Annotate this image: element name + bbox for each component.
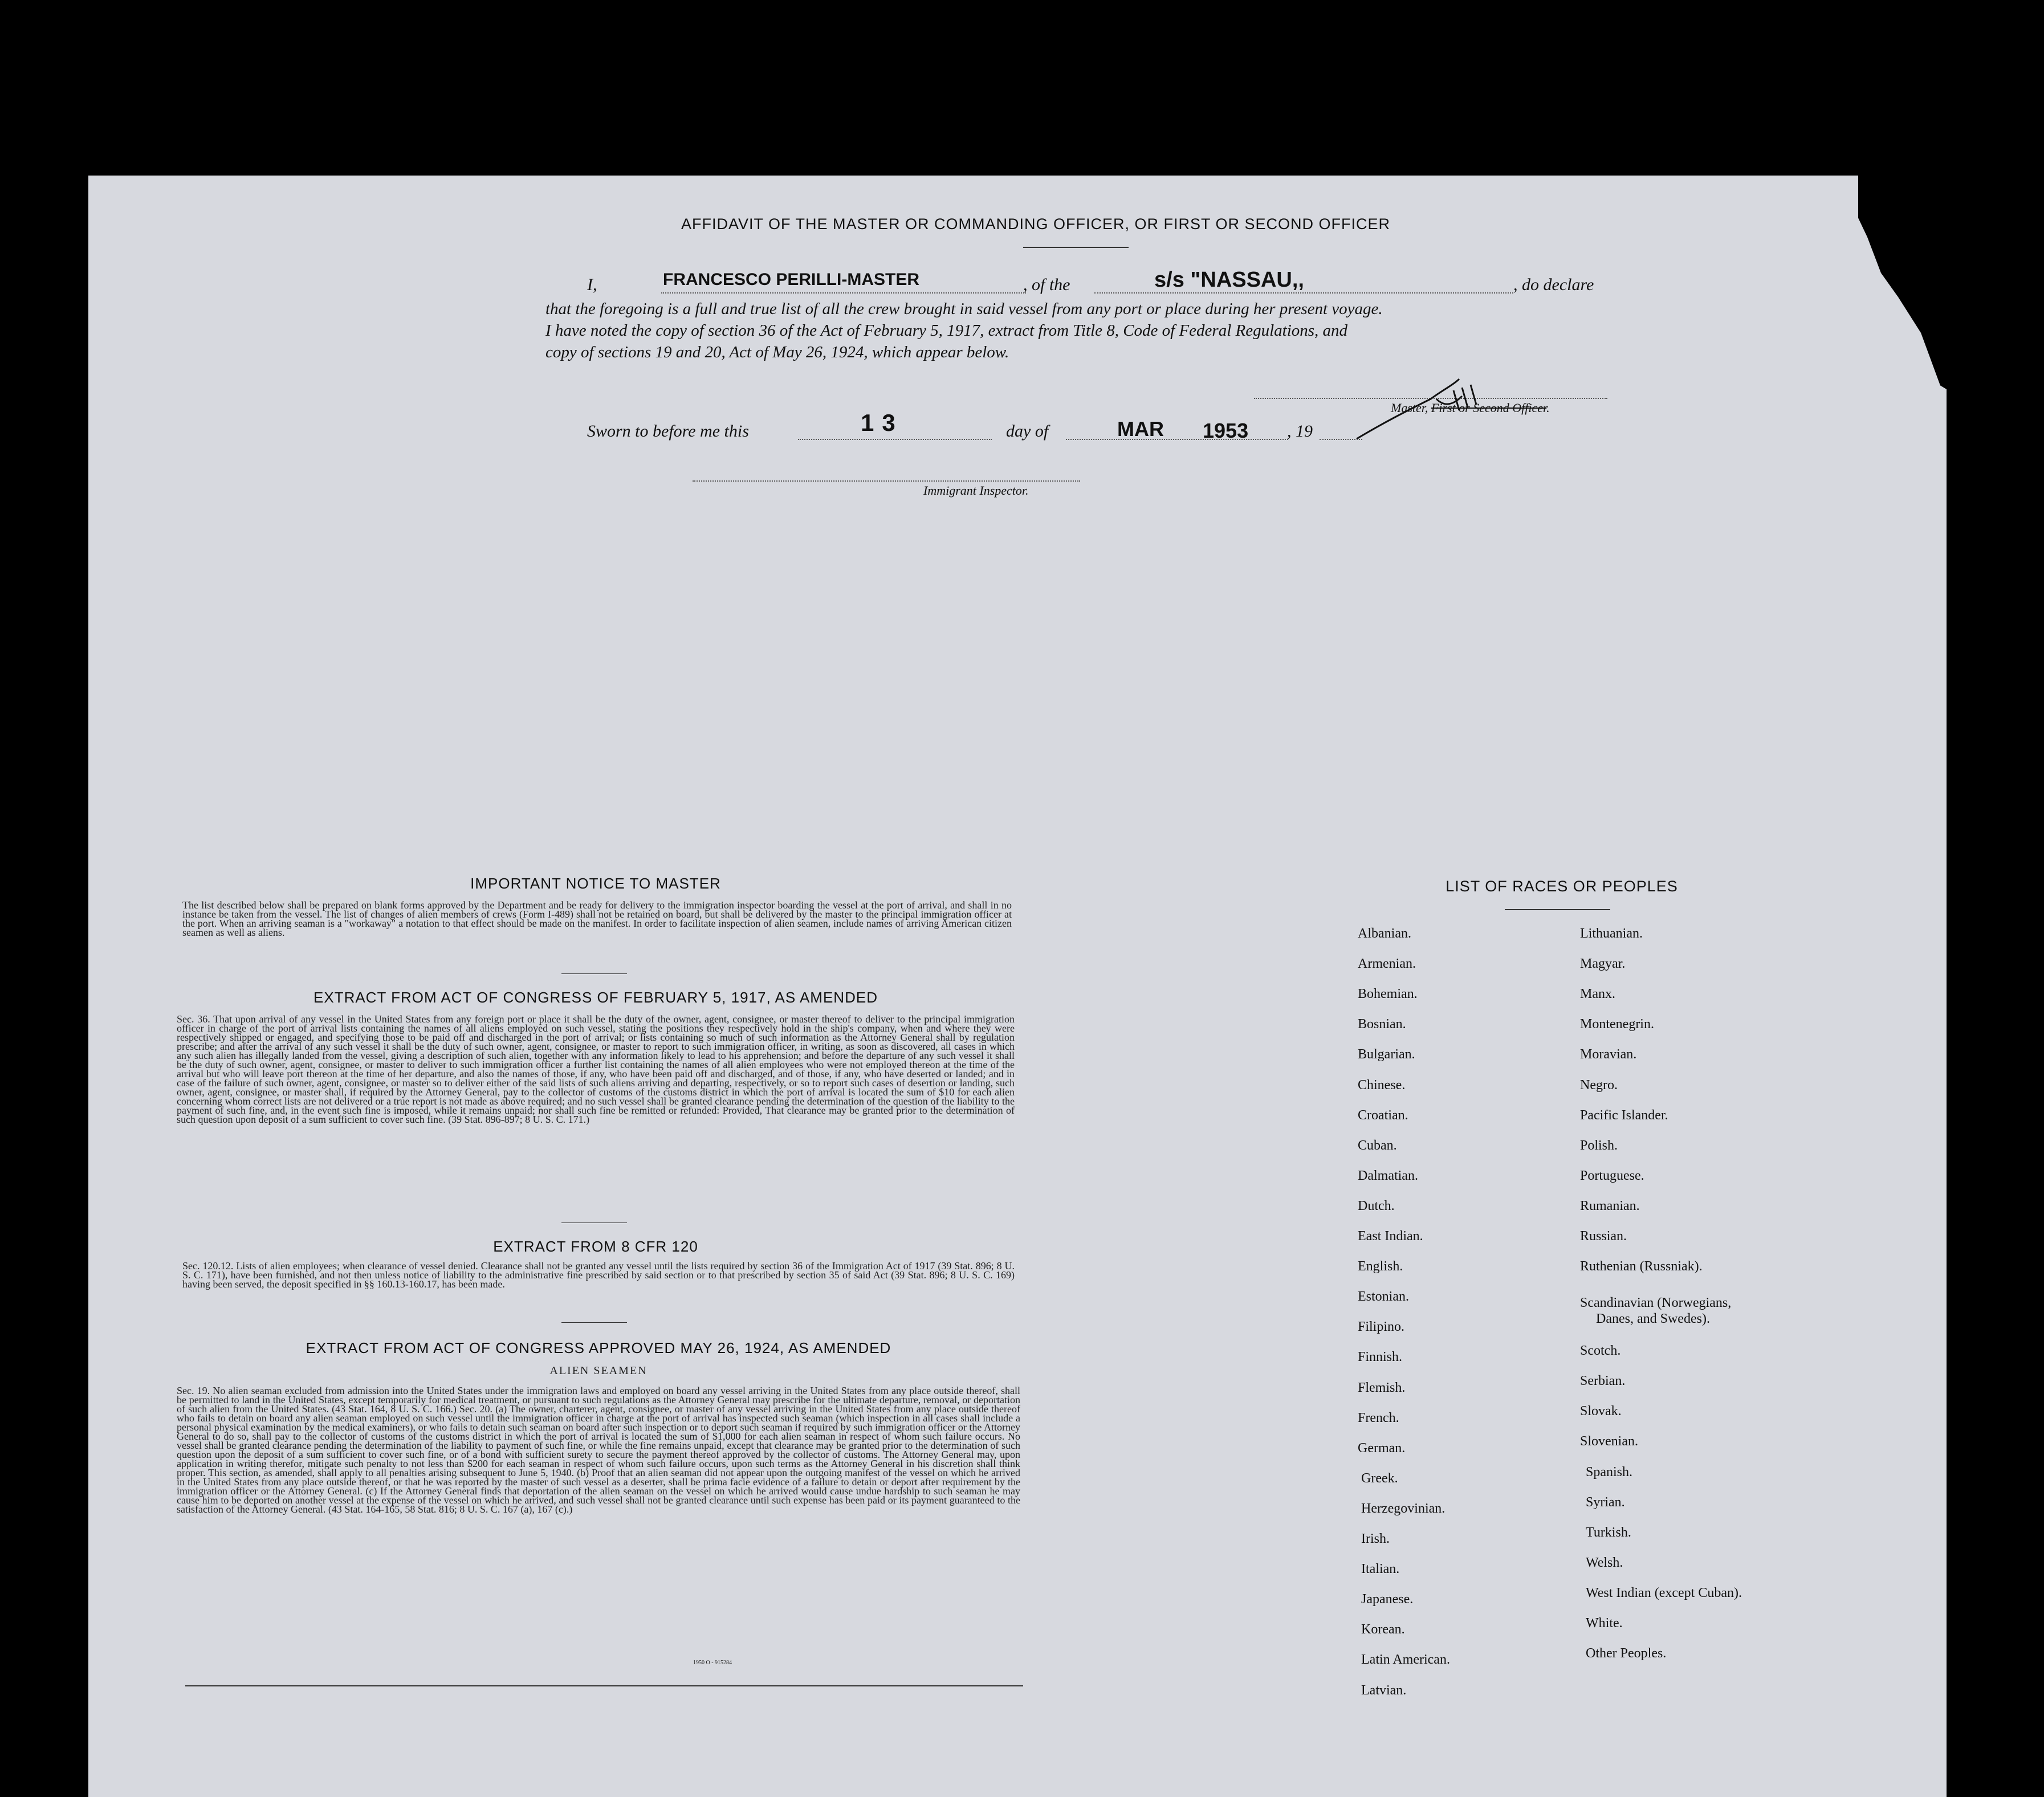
race-item: Magyar. xyxy=(1580,956,1626,972)
races-divider xyxy=(1505,909,1610,910)
extract-1917-text: Sec. 36. That upon arrival of any vessel in the United States from any foreign port or place it shall be the duty of the owner, agent, consignee, or master thereof to deliver to the principal immigration officer in charge of the port of arrival lists containing the names of all aliens employed on such vessel, stating the positions they respectively hold in the ship's company, when and where they were respectively shipped or engaged, and specifying those to be paid off and discharged in the port of arrival; or lists containing so much of such information as the Attorney General shall by regulation prescribe; and after the arrival of any such vessel it shall be the duty of such owner, agent, consignee, or master to report to such immigration officer, in writing, as soon as discovered, all cases in which any such alien has illegally landed from the vessel, giving a description of such alien, together with any information likely to lead to his apprehension; and before the departure of any such vessel it shall be the duty of such owner, agent, consignee, or master to deliver to such immigration officer a further list containing the names of all alien employees who were not employed thereon at the time of the arrival but who will leave port thereon at the time of her departure, and also the names of those, if any, who have been paid off and discharged, and of those, if any, who have deserted or landed; and in case of the failure of such owner, agent, consignee, or master so to deliver either of the said lists of such aliens arriving and departing, respectively, or so to report such cases of desertion or landing, such owner, agent, consignee, or master shall, if required by the Attorney General, pay to the collector of customs of the customs district in which the port of arrival is located the sum of $10 for each alien concerning whom correct lists are not delivered or a true report is not made as above required; and no such vessel shall be granted clearance pending the determination of the question of the liability to the payment of such fine, and, in the event such fine is imposed, while it remains unpaid; nor shall such fine be remitted or refunded: Provided, That clearance may be granted prior to the determination of such question upon deposit of a sum sufficient to cover such fine. (39 Stat. 896-897; 8 U. S. C. 171.) xyxy=(177,1014,1015,1125)
race-item: Syrian. xyxy=(1586,1494,1625,1510)
name-field-line xyxy=(661,292,1026,294)
race-item: Lithuanian. xyxy=(1580,926,1643,941)
declaration-line-4: copy of sections 19 and 20, Act of May 26, 1924, which appear below. xyxy=(545,343,1009,361)
extract-1924-subheading: ALIEN SEAMEN xyxy=(549,1364,648,1377)
inspector-signature-line xyxy=(693,480,1080,482)
race-item: Polish. xyxy=(1580,1138,1618,1153)
race-item: Ruthenian (Russniak). xyxy=(1580,1259,1703,1274)
declaration-line-2: that the foregoing is a full and true list of all the crew brought in said vessel from any port or place during her present voyage. xyxy=(545,300,1383,318)
race-item: Pacific Islander. xyxy=(1580,1107,1668,1123)
punch-hole xyxy=(1948,1580,1973,1605)
race-item: Serbian. xyxy=(1580,1374,1626,1389)
day-of-label: day of xyxy=(1006,422,1049,441)
sworn-year: 1953 xyxy=(1203,419,1249,442)
vessel-name: s/s "NASSAU,, xyxy=(1154,268,1304,292)
race-item: Chinese. xyxy=(1358,1077,1406,1093)
year-field-line xyxy=(1320,439,1362,440)
race-item: Latin American. xyxy=(1361,1652,1450,1668)
extract-1917-heading: EXTRACT FROM ACT OF CONGRESS OF FEBRUARY 5, 1917, AS AMENDED xyxy=(313,989,878,1006)
race-item: Italian. xyxy=(1361,1562,1400,1577)
race-item: Greek. xyxy=(1361,1470,1398,1486)
inspector-label: Immigrant Inspector. xyxy=(923,483,1029,498)
race-item: Portuguese. xyxy=(1580,1168,1644,1183)
sworn-label: Sworn to before me this xyxy=(587,422,749,441)
signature-struck-label: First or Second Officer xyxy=(1431,401,1547,415)
race-item: Dutch. xyxy=(1358,1198,1395,1213)
race-item: Estonian. xyxy=(1358,1289,1409,1305)
race-item: Russian. xyxy=(1580,1229,1627,1244)
extract-cfr-text: Sec. 120.12. Lists of alien employees; when clearance of vessel denied. Clearance shall not be granted any vessel until the lists required by section 36 of the Immigration Act of 1917 (39 Stat. 896; 8 U. S. C. 171), have been furnished, and not then unless notice of liability to the administrative fine prescribed by said section or to that prescribed by section 35 of said Act (39 Stat. 896; 8 U. S. C. 169) having been served, the deposit specified in §§ 160.13-160.17, has been made. xyxy=(182,1261,1015,1290)
notice-divider xyxy=(561,973,627,974)
race-item: Croatian. xyxy=(1358,1107,1408,1123)
bottom-rule xyxy=(185,1685,1023,1686)
race-item: Slovak. xyxy=(1580,1404,1622,1419)
race-item: Scotch. xyxy=(1580,1343,1621,1359)
race-item: Finnish. xyxy=(1358,1350,1403,1365)
sworn-month: MAR xyxy=(1117,417,1164,441)
punch-hole xyxy=(1953,730,1978,755)
race-item: Spanish. xyxy=(1586,1464,1633,1480)
race-item: Turkish. xyxy=(1586,1525,1631,1540)
do-declare-label: , do declare xyxy=(1513,275,1594,294)
races-heading: LIST OF RACES OR PEOPLES xyxy=(1446,878,1678,895)
sworn-day: 13 xyxy=(861,409,903,436)
of-the-label: , of the xyxy=(1023,275,1070,294)
race-item: Filipino. xyxy=(1358,1319,1405,1335)
race-item: Irish. xyxy=(1361,1531,1390,1546)
race-item: German. xyxy=(1358,1440,1406,1456)
race-item: Montenegrin. xyxy=(1580,1017,1654,1032)
race-item: Danes, and Swedes). xyxy=(1596,1311,1710,1327)
race-item: Bohemian. xyxy=(1358,987,1418,1002)
month-field-line xyxy=(1066,439,1288,440)
race-item: English. xyxy=(1358,1259,1403,1274)
race-item: Flemish. xyxy=(1358,1380,1406,1395)
punch-hole xyxy=(1953,635,1978,661)
race-item: White. xyxy=(1586,1616,1623,1631)
race-item: Other Peoples. xyxy=(1586,1646,1667,1661)
affidavit-title: AFFIDAVIT OF THE MASTER OR COMMANDING OFFICER, OR FIRST OR SECOND OFFICER xyxy=(681,215,1391,233)
race-item: Cuban. xyxy=(1358,1138,1397,1153)
master-name: FRANCESCO PERILLI-MASTER xyxy=(663,270,919,289)
race-item: Latvian. xyxy=(1361,1682,1407,1698)
extract-cfr-divider xyxy=(561,1322,627,1323)
race-item: East Indian. xyxy=(1358,1229,1423,1244)
race-item: Korean. xyxy=(1361,1622,1405,1637)
print-code: 1950 O - 915284 xyxy=(693,1660,732,1666)
signature-master-label: Master, xyxy=(1391,401,1428,415)
race-item: Dalmatian. xyxy=(1358,1168,1418,1183)
race-item: Bulgarian. xyxy=(1358,1047,1415,1062)
race-item: Bosnian. xyxy=(1358,1017,1406,1032)
punch-hole xyxy=(1948,1319,1973,1344)
race-item: Herzegovinian. xyxy=(1361,1501,1446,1516)
race-item: Negro. xyxy=(1580,1077,1618,1093)
race-item: Manx. xyxy=(1580,987,1615,1002)
race-item: Scandinavian (Norwegians, xyxy=(1580,1295,1732,1311)
punch-hole xyxy=(1953,1230,1978,1255)
race-item: Japanese. xyxy=(1361,1592,1414,1607)
declaration-line-3: I have noted the copy of section 36 of the Act of February 5, 1917, extract from Title 8, Code of Federal Regulations, and xyxy=(545,321,1348,340)
race-item: Welsh. xyxy=(1586,1555,1623,1570)
race-item: Armenian. xyxy=(1358,956,1416,972)
extract-1924-text: Sec. 19. No alien seaman excluded from admission into the United States under the immigration laws and employed on board any vessel arriving in the United States from any place outside thereof, shall be permitted to land in the United States, except temporarily for medical treatment, or pursuant to such regulations as the Attorney General may prescribe for the ultimate departure, removal, or deportation of such alien from the United States. (43 Stat. 164, 8 U. S. C. 166.) Sec. 20. (a) The owner, charterer, agent, consignee, or master of any vessel arriving in the United States from any place outside thereof who fails to detain on board any alien seaman employed on such vessel until the immigration officer in charge at the port of arrival has inspected such seaman (which inspection in all cases shall include a personal physical examination by the medical examiners), or who fails to detain such seaman on board after such inspection or to deport such seaman if required by such immigration officer or the Attorney General to do so, shall pay to the collector of customs of the customs district in which the port of arrival is located the sum of $1,000 for each alien seaman in respect of whom such failure occurs. No vessel shall be granted clearance pending the determination of the liability to payment of such fine, or while the fine remains unpaid, except that clearance may be granted prior to the determination of such question upon the deposit of a sum sufficient to cover such fine, or of a bond with sufficient surety to secure the payment thereof approved by the collector of customs. The Attorney General may, upon application in writing therefor, mitigate such penalty to not less than $200 for each seaman in respect of whom such failure occurs, upon such terms as the Attorney General in his discretion shall think proper. This section, as amended, shall apply to all penalties arising subsequent to June 5, 1940. (b) Proof that an alien seaman did not appear upon the outgoing manifest of the vessel on which he arrived in the United States from any place outside thereof, or that he was reported by the master of such vessel as a deserter, shall be prima facie evidence of a failure to detain or deport after requirement by the immigration officer or the Attorney General. (c) If the Attorney General finds that deportation of the alien seaman on the vessel on which he arrived would cause undue hardship to such seaman he may cause him to be deported on another vessel at the expense of the vessel on which he arrived, and such vessel shall not be granted clearance until such expense has been paid or its payment guaranteed to the satisfaction of the Attorney General. (43 Stat. 164-165, 58 Stat. 816; 8 U. S. C. 167 (a), 167 (c).) xyxy=(177,1386,1020,1515)
extract-1924-heading: EXTRACT FROM ACT OF CONGRESS APPROVED MAY 26, 1924, AS AMENDED xyxy=(306,1339,891,1356)
vessel-field-line xyxy=(1094,292,1513,294)
race-item: Rumanian. xyxy=(1580,1198,1640,1213)
i-label: I, xyxy=(587,275,597,294)
notice-text: The list described below shall be prepared on blank forms approved by the Department and be ready for delivery to the immigration inspector boarding the vessel at the port of arrival, and shall in no instance be taken from the vessel. The list of changes of alien members of crews (Form I-489) shall not be retained on board, but shall be delivered by the master to the principal immigration officer at the port. When an arriving seaman is a "workaway" a notation to that effect should be made on the manifest. In order to facilitate inspection of alien seamen, include names of arriving American citizen seamen as well as aliens. xyxy=(182,900,1012,938)
extract-cfr-heading: EXTRACT FROM 8 CFR 120 xyxy=(493,1238,698,1255)
punch-hole xyxy=(1948,1669,1973,1694)
signature-period: . xyxy=(1546,401,1550,415)
year-prefix-label: , 19 xyxy=(1287,422,1313,441)
notice-heading: IMPORTANT NOTICE TO MASTER xyxy=(470,875,721,892)
title-divider xyxy=(1023,247,1129,248)
signature-caption xyxy=(1391,401,1550,415)
race-item: French. xyxy=(1358,1410,1399,1425)
race-item: Albanian. xyxy=(1358,926,1411,941)
punch-hole xyxy=(1953,373,1978,398)
race-item: West Indian (except Cuban). xyxy=(1586,1585,1742,1600)
race-item: Slovenian. xyxy=(1580,1434,1638,1449)
race-item: Moravian. xyxy=(1580,1047,1637,1062)
day-field-line xyxy=(798,439,992,440)
